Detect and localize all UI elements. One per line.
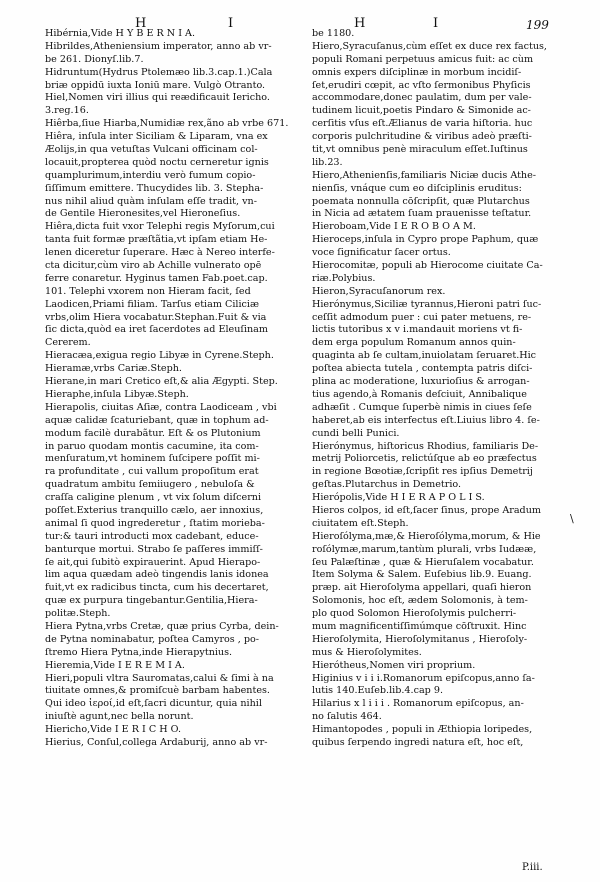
- text-line: ſe ait,qui ſubitò expirauerint. Apud Hierapo-: [45, 556, 261, 568]
- text-line: Hiericho,Vide I E R I C H O.: [45, 724, 182, 736]
- text-line: Hierius, Conſul,collega Ardaburij, anno ab vr-: [45, 736, 268, 748]
- text-line: Hiêra, inſula inter Siciliam & Liparam, vna ex: [45, 131, 268, 143]
- text-line: menſuratum,vt hominem ſuſcipere poſſit mi-: [45, 453, 260, 465]
- text-line: in regione Bœotiæ,ſcripſit res ipſius Demetrij: [312, 466, 533, 478]
- text-line: lenen diceretur ſuperare. Hæc à Nereo interfe-: [45, 247, 275, 259]
- text-line: in paruo quodam montis cacumine, ita com-: [45, 440, 259, 452]
- text-line: locauit,propterea quòd noctu cerneretur ignis: [45, 156, 269, 168]
- text-line: ceſſit admodum puer : cui pater metuens, re-: [312, 311, 532, 323]
- text-line: Laodicen,Priami filiam. Tarſus etiam Ciliciæ: [45, 298, 259, 310]
- text-line: cta dicitur,cùm viro ab Achille vulnerato opē: [45, 260, 262, 272]
- text-line: ſiſſimum emittere. Thucydides lib. 3. Stepha-: [45, 182, 264, 194]
- text-line: Hiera Pytna,vrbs Cretæ, quæ prius Cyrba, dein-: [45, 620, 279, 632]
- text-line: lictis tutoribus x v i.mandauit moriens vt fi-: [312, 324, 523, 336]
- text-line: ſic dicta,quòd ea iret ſacerdotes ad Eleuſinam: [45, 324, 269, 336]
- text-line: ſeu Palæſtinæ , quæ & Hieruſalem vocabatur.: [312, 556, 534, 568]
- text-line: tiuitate omnes,& promiſcuè barbam habentes.: [45, 685, 270, 697]
- text-line: cundi belli Punici.: [312, 427, 400, 439]
- text-line: Cererem.: [45, 337, 91, 349]
- text-line: accommodare,donec paulatim, dum per vale-: [312, 92, 532, 104]
- text-line: Hieremia,Vide I E R E M I A.: [45, 659, 185, 671]
- text-line: Hierótheus,Nomen viri proprium.: [312, 659, 476, 671]
- text-line: Hidruntum(Hydrus Ptolemæo lib.3.cap.1.)Cala: [45, 66, 273, 78]
- text-line: metrij Poliorcetis, relictúſque ab eo præfectus: [312, 453, 537, 465]
- text-line: Æolijs,in qua vetuſtas Vulcani officinam col-: [45, 144, 258, 156]
- left-column: [45, 28, 307, 750]
- text-line: 101. Telephi vxorem non Hieram facit, ſed: [45, 285, 251, 297]
- text-line: quamplurimum,interdiu verò fumum copio-: [45, 169, 256, 181]
- text-line: mus & Hieroſolymites.: [312, 646, 422, 658]
- text-line: plo quod Solomon Hieroſolymis pulcherri-: [312, 608, 517, 620]
- text-line: populi Romani perpetuus amicus fuit: ac cùm: [312, 53, 534, 65]
- text-line: de Pytna nominabatur, poſtea Camyros , po-: [45, 633, 260, 645]
- text-line: Hieros colpos, id eſt,ſacer ſinus, prope Aradum: [312, 504, 541, 516]
- text-line: Hiêrba,ſiue Hiarba,Numidiæ rex,ãno ab vrbe 671.: [45, 118, 289, 130]
- text-line: Hiero,Syracuſanus,cùm eſſet ex duce rex factus,: [312, 40, 547, 52]
- text-line: tudinem licuit,poetis Pindaro & Simonide ac-: [312, 105, 531, 117]
- text-line: banturque mortui. Strabo ſe paſſeres immiſſ-: [45, 543, 263, 555]
- text-line: præp. ait Hieroſolyma appellari, quaſi hieron: [312, 582, 532, 594]
- right-column: [312, 28, 560, 750]
- text-line: riæ.Polybius.: [312, 272, 376, 284]
- text-line: in Nicia ad ætatem ſuam prauenisse teſtatur.: [312, 208, 532, 220]
- text-line: Hieroſolymita, Hieroſolymitanus , Hieroſoly-: [312, 633, 528, 645]
- text-line: plina ac moderatione, luxurioſius & arrogan-: [312, 376, 530, 388]
- text-line: Hiêra,dicta fuit vxor Telephi regis Myſorum,cui: [45, 221, 275, 233]
- text-line: Hibérnia,Vide H Y B E R N I A.: [45, 28, 196, 39]
- text-line: poſtea abiecta tutela , contempta patris diſci-: [312, 363, 533, 375]
- text-line: Hierapolis, ciuitas Aſiæ, contra Laodiceam , vbi: [45, 401, 277, 413]
- text-line: Hieramæ,vrbs Cariæ.Steph.: [45, 363, 182, 375]
- text-line: Hibrildes,Atheniensium imperator, anno ab vr-: [45, 40, 272, 52]
- text-line: Hieracæa,exigua regio Libyæ in Cyrene.Steph.: [45, 350, 274, 362]
- text-line: Hierocomitæ, populi ab Hierocome ciuitate Ca-: [312, 260, 543, 272]
- text-line: lim aqua quædam adeò tingendis lanis idonea: [45, 569, 269, 581]
- running-head-right-h: H: [354, 16, 369, 31]
- text-line: tit,vt omnibus penè miraculum eſſet.Iuſtinus: [312, 144, 528, 156]
- text-line: Hiel,Nomen viri illius qui reædificauit Iericho.: [45, 92, 270, 104]
- text-line: Hieroſólyma,mæ,& Hieroſólyma,morum, & Hie: [312, 530, 541, 542]
- text-line: ſtremo Hiera Pytna,inde Hierapytnius.: [45, 646, 233, 658]
- margin-mark: \: [570, 512, 574, 525]
- text-line: Hierane,in mari Cretico eſt,& alia Ægypti. Step.: [45, 376, 278, 388]
- text-line: Qui ideo ἱεροί,id eſt,ſacri dicuntur, quia nihil: [45, 698, 262, 710]
- text-line: voce ſignificatur ſacer ortus.: [312, 247, 451, 259]
- text-line: Hieroboam,Vide I E R O B O A M.: [312, 221, 476, 233]
- text-line: Hierónymus,Siciliæ tyrannus,Hieroni patri ſuc-: [312, 298, 542, 310]
- text-line: 3.reg.16.: [45, 105, 89, 117]
- text-line: Hilarius x l i i i . Romanorum epiſcopus, an-: [312, 698, 524, 710]
- text-line: Higinius v i i i.Romanorum epiſcopus,anno ſa-: [312, 672, 535, 684]
- text-line: dem erga populum Romanum annos quin-: [312, 337, 516, 349]
- text-line: briæ oppidū iuxta Ioniū mare. Vulgò Otranto.: [45, 79, 266, 91]
- page-number: 199: [526, 18, 549, 32]
- text-line: omnis expers diſciplinæ in morbum incidiſ-: [312, 66, 522, 78]
- text-line: quæ ex purpura tingebantur.Gentilia,Hiera-: [45, 595, 258, 607]
- text-line: Item Solyma & Salem. Euſebius lib.9. Euang.: [312, 569, 532, 581]
- text-line: be 1180.: [312, 28, 355, 39]
- text-line: quibus ſerpendo ingredi natura eſt, hoc eſt,: [312, 736, 524, 748]
- text-line: lutis 140.Euſeb.lib.4.cap 9.: [312, 685, 444, 697]
- text-line: poemata nonnulla cōſcripſit, quæ Plutarchus: [312, 195, 530, 207]
- running-head-left-i: I: [228, 16, 237, 31]
- text-line: Solomonis, hoc eſt, ædem Solomonis, à tem-: [312, 595, 528, 607]
- text-line: roſólymæ,marum,tantùm plurali, vrbs Iudææ,: [312, 543, 537, 555]
- text-line: poſſet.Exterius tranquillo cælo, aer innoxius,: [45, 504, 264, 516]
- text-line: tius agendo,à Romanis deſciuit, Annibalique: [312, 388, 527, 400]
- text-line: ciuitatem eſt.Steph.: [312, 517, 409, 529]
- text-line: be 261. Dionyſ.lib.7.: [45, 53, 144, 65]
- text-line: mum magnificentiſſimúmque cōſtruxit. Hinc: [312, 620, 527, 632]
- text-line: lib.23.: [312, 156, 343, 168]
- text-line: cerſitis vſus eſt.Ælianus de varia hiſtoria. huc: [312, 118, 533, 130]
- text-line: Himantopodes , populi in Æthiopia loripedes,: [312, 724, 533, 736]
- text-line: Hieraphe,inſula Libyæ.Steph.: [45, 388, 189, 400]
- text-line: nus nihil aliud quàm inſulam eſſe tradit, vn-: [45, 195, 257, 207]
- text-line: Hierónymus, hiſtoricus Rhodius, familiaris De-: [312, 440, 539, 452]
- text-line: vrbs,olim Hiera vocabatur.Stephan.Fuit & via: [45, 311, 267, 323]
- text-line: politæ.Steph.: [45, 608, 111, 620]
- text-line: ra profunditate , cui vallum propoſitum erat: [45, 466, 259, 478]
- text-line: tanta fuit formæ præſtãtia,vt ipſam etiam He-: [45, 234, 268, 246]
- text-line: craſſa caligine plenum , vt vix ſolum diſcerni: [45, 492, 262, 504]
- text-line: Hierópolis,Vide H I E R A P O L I S.: [312, 492, 485, 504]
- text-line: fuit,vt ex radicibus tincta, cum his decertaret,: [45, 582, 269, 594]
- signature-mark: P.iii.: [522, 862, 543, 873]
- text-line: nienſis, vnáque cum eo diſciplinis eruditus:: [312, 182, 522, 194]
- text-line: Hieri,populi vltra Sauromatas,calui & ſimi à na: [45, 672, 274, 684]
- text-line: aquæ calidæ ſcaturiebant, quæ in tophum ad-: [45, 414, 269, 426]
- text-line: geſtas.Plutarchus in Demetrio.: [312, 479, 462, 491]
- text-line: quaginta ab ſe cultam,inuiolatam ſeruaret.Hic: [312, 350, 537, 362]
- text-line: animal ſi quod ingrederetur , ſtatim morieba-: [45, 517, 265, 529]
- running-head-right-i: I: [433, 16, 442, 31]
- text-line: ſet,erudiri cœpit, ac vſto ſermonibus Phyſicis: [312, 79, 531, 91]
- text-line: corporis pulchritudine & viribus adeò præſti-: [312, 131, 532, 143]
- text-line: de Gentile Hieronesites,vel Hieroneſius.: [45, 208, 241, 220]
- text-line: tur:& tauri introducti mox cadebant, educe-: [45, 530, 259, 542]
- text-line: quadratum ambitu ſemiiugero , nebuloſa &: [45, 479, 255, 491]
- running-head-left-h: H: [135, 16, 150, 31]
- text-line: haberet,ab eis interfectus eſt.Liuius libro 4. ſe-: [312, 414, 540, 426]
- text-line: ferre conaretur. Hyginus tamen Fab.poet.cap.: [45, 272, 268, 284]
- text-line: modum facilè durabãtur. Eſt & os Plutonium: [45, 427, 261, 439]
- text-line: adhæſit . Cumque ſuperbè nimis in ciues ſeſe: [312, 401, 532, 413]
- text-line: Hiero,Athenienſis,familiaris Niciæ ducis Athe-: [312, 169, 537, 181]
- text-line: iniuſtè agunt,nec bella norunt.: [45, 711, 194, 723]
- text-line: no ſalutis 464.: [312, 711, 382, 723]
- text-line: Hieron,Syracuſanorum rex.: [312, 285, 446, 297]
- text-line: Hieroceps,inſula in Cypro prope Paphum, quæ: [312, 234, 539, 246]
